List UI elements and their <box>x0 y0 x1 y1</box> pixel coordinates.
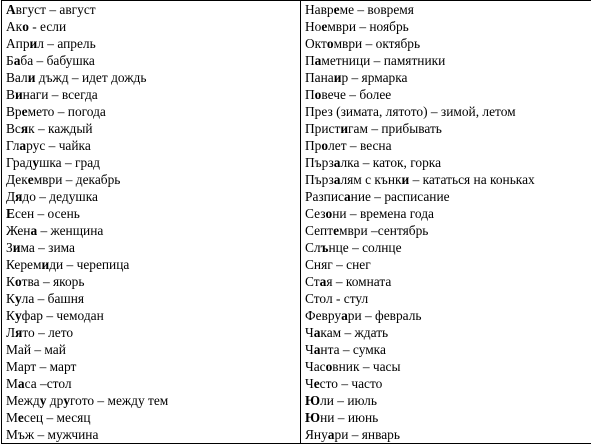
stressed-letter: А <box>6 2 16 17</box>
separator: – <box>36 376 47 391</box>
russian-translation: каждый <box>48 121 93 136</box>
bulgarian-word: Сезони <box>305 206 347 221</box>
vocab-entry <box>305 18 591 35</box>
bulgarian-word: Куфар <box>6 308 43 323</box>
bulgarian-word: Паметници <box>305 53 371 68</box>
stressed-letter: е <box>333 2 340 17</box>
bulgarian-word: Баба <box>6 53 34 68</box>
separator: – <box>62 172 76 187</box>
russian-translation: ноябрь <box>369 19 409 34</box>
russian-translation: вовремя <box>367 2 414 17</box>
stressed-letter: и <box>12 240 21 255</box>
russian-translation: осень <box>47 206 80 221</box>
separator: – <box>34 325 49 340</box>
separator: – <box>367 223 378 238</box>
stressed-letter: а <box>333 155 341 170</box>
stressed-letter: а <box>314 53 322 68</box>
bulgarian-word: Кула <box>6 291 35 306</box>
separator: – <box>34 206 48 221</box>
stressed-letter: е <box>333 223 340 238</box>
stressed-letter: и <box>27 70 36 85</box>
russian-translation: зимой, летом <box>440 104 516 119</box>
vocab-entry <box>6 171 300 188</box>
bulgarian-word: Август <box>6 2 46 17</box>
separator: - <box>332 291 344 306</box>
stressed-letter: а <box>327 427 335 442</box>
right-column-cell <box>301 1 591 444</box>
separator: – <box>31 342 45 357</box>
separator: – <box>356 19 370 34</box>
vocab-entry <box>6 426 300 443</box>
vocab-entry <box>6 18 300 35</box>
russian-translation: лето <box>48 325 74 340</box>
bulgarian-word: Пързалям с кънки <box>305 172 410 187</box>
bulgarian-word: Навреме <box>305 2 355 17</box>
bulgarian-word: Зима <box>6 240 35 255</box>
russian-translation: времена года <box>359 206 434 221</box>
separator: – <box>94 393 108 408</box>
russian-translation: август <box>59 2 96 17</box>
stressed-letter: е <box>27 172 34 187</box>
russian-translation: январь <box>361 427 400 442</box>
russian-translation: снег <box>346 257 371 272</box>
vocab-entry <box>305 409 591 426</box>
separator: – <box>34 427 48 442</box>
separator: – <box>33 53 47 68</box>
stressed-letter: у <box>39 393 47 408</box>
separator: – <box>43 410 57 425</box>
bulgarian-word: Ако <box>6 19 29 34</box>
stressed-letter: а <box>17 376 25 391</box>
left-column-cell <box>2 1 301 444</box>
bulgarian-word: През (зимата, лятото) <box>305 104 428 119</box>
bulgarian-word: Ноември <box>305 19 356 34</box>
stressed-letter: а <box>319 274 327 289</box>
bulgarian-word: Май <box>6 342 32 357</box>
separator: – <box>348 70 362 85</box>
stressed-letter: и <box>14 87 23 102</box>
russian-translation: каток, горка <box>372 155 442 170</box>
separator: – <box>332 257 347 272</box>
bulgarian-word: Времето <box>6 104 55 119</box>
russian-translation: всегда <box>61 87 98 102</box>
vocab-entry <box>305 35 591 52</box>
bulgarian-word: Гларус <box>6 138 46 153</box>
russian-translation: мужчина <box>47 427 99 442</box>
bulgarian-word: Есен <box>6 206 35 221</box>
stressed-letter: а <box>341 308 348 323</box>
bulgarian-word: Винаги <box>6 87 49 102</box>
bulgarian-word: Градушка <box>6 155 62 170</box>
russian-translation: май <box>44 342 66 357</box>
russian-translation: идет дождь <box>81 70 147 85</box>
vocab-entry <box>305 103 591 120</box>
separator: – <box>37 223 51 238</box>
vocab-entry <box>6 273 300 290</box>
stressed-letter: и <box>401 172 410 187</box>
stressed-letter: а <box>343 189 351 204</box>
russian-translation: памятники <box>383 53 446 68</box>
separator: – <box>345 87 360 102</box>
separator: – <box>348 427 362 442</box>
stressed-letter: у <box>14 308 22 323</box>
separator: – <box>409 172 423 187</box>
stressed-letter: е <box>321 19 328 34</box>
separator: – <box>54 104 68 119</box>
bulgarian-word: Стол <box>305 291 333 306</box>
bulgarian-word: Повече <box>305 87 346 102</box>
separator: – <box>42 308 57 323</box>
russian-translation: женщина <box>50 223 104 238</box>
separator: – <box>68 70 82 85</box>
separator: – <box>45 138 59 153</box>
separator: – <box>367 121 382 136</box>
separator: – <box>359 359 373 374</box>
separator: – <box>354 2 368 17</box>
bulgarian-word: Панаир <box>305 70 349 85</box>
bulgarian-word: Пристигам <box>305 121 368 136</box>
bulgarian-word: Често <box>305 376 338 391</box>
stressed-letter: о <box>325 359 333 374</box>
stressed-letter: Ю <box>305 393 321 408</box>
russian-translation: часы <box>372 359 401 374</box>
vocab-entry <box>305 86 591 103</box>
bulgarian-word: Юни <box>305 410 335 425</box>
stressed-letter: а <box>333 172 341 187</box>
bulgarian-word: Лято <box>6 325 35 340</box>
stressed-letter: а <box>30 223 38 238</box>
bulgarian-word: Април <box>6 36 44 51</box>
vocab-entry <box>6 392 300 409</box>
stressed-letter: о <box>314 87 322 102</box>
russian-translation: сентябрь <box>377 223 429 238</box>
russian-translation: стол <box>46 376 72 391</box>
vocab-entry <box>6 137 300 154</box>
vocab-entry <box>305 120 591 137</box>
separator: – <box>34 240 49 255</box>
russian-translation: чайка <box>58 138 91 153</box>
russian-translation: зима <box>48 240 75 255</box>
bulgarian-word: Сняг <box>305 257 333 272</box>
stressed-letter: Е <box>6 206 15 221</box>
vocab-entry <box>305 188 591 205</box>
vocab-entry <box>6 35 300 52</box>
separator: – <box>346 206 360 221</box>
bulgarian-word: Слънце <box>305 240 349 255</box>
bulgarian-word: Дядо <box>6 189 36 204</box>
bulgarian-word: Пролет <box>305 138 347 153</box>
stressed-letter: е <box>313 376 320 391</box>
stressed-letter: я <box>15 325 23 340</box>
russian-translation: башня <box>47 291 85 306</box>
stressed-letter: я <box>15 189 23 204</box>
separator: – <box>35 189 50 204</box>
bulgarian-word: Вали дъжд <box>6 70 69 85</box>
stressed-letter: а <box>19 138 27 153</box>
russian-translation: месяц <box>56 410 91 425</box>
stressed-letter: и <box>333 70 342 85</box>
bulgarian-word: Пързалка <box>305 155 360 170</box>
stressed-letter: и <box>41 257 50 272</box>
separator: – <box>348 240 363 255</box>
separator: – <box>346 138 360 153</box>
vocab-entry <box>305 341 591 358</box>
separator: – <box>427 104 441 119</box>
vocab-entry <box>305 426 591 443</box>
vocab-entry <box>305 324 591 341</box>
separator: – <box>359 155 373 170</box>
russian-translation: ярмарка <box>361 70 408 85</box>
stressed-letter: о <box>321 138 329 153</box>
vocab-entry <box>6 375 300 392</box>
separator: – <box>39 274 53 289</box>
vocab-entry <box>305 1 591 18</box>
russian-translation: бабушка <box>46 53 95 68</box>
stressed-letter: у <box>14 291 22 306</box>
stressed-letter: а <box>13 53 21 68</box>
stressed-letter: о <box>326 36 334 51</box>
stressed-letter: о <box>14 274 22 289</box>
vocab-entry <box>6 358 300 375</box>
russian-translation: если <box>40 19 67 34</box>
russian-translation: более <box>359 87 392 102</box>
separator: – <box>333 393 348 408</box>
bulgarian-word: Декември <box>6 172 63 187</box>
russian-translation: март <box>49 359 77 374</box>
separator: – <box>337 376 352 391</box>
vocab-entry <box>6 409 300 426</box>
vocab-entry <box>6 239 300 256</box>
vocab-entry <box>305 137 591 154</box>
bulgarian-word: Разписание <box>305 189 371 204</box>
vocab-entry <box>305 69 591 86</box>
vocab-entry <box>305 307 591 324</box>
separator: - <box>28 19 41 34</box>
vocab-entry <box>305 358 591 375</box>
separator: – <box>34 291 48 306</box>
bulgarian-word: Септември <box>305 223 368 238</box>
russian-translation: весна <box>359 138 392 153</box>
vocab-entry <box>305 290 591 307</box>
vocab-entry <box>305 256 591 273</box>
russian-translation: прибывать <box>381 121 442 136</box>
separator: – <box>43 36 58 51</box>
bulgarian-word: Юли <box>305 393 334 408</box>
separator: – <box>45 2 60 17</box>
vocab-entry <box>6 52 300 69</box>
bulgarian-word: Чакам <box>305 325 342 340</box>
russian-translation: декабрь <box>75 172 121 187</box>
stressed-letter: и <box>340 121 349 136</box>
bulgarian-word: Октомври <box>305 36 363 51</box>
vocab-entry <box>6 188 300 205</box>
bulgarian-word: Мъж <box>6 427 35 442</box>
vocab-entry <box>6 120 300 137</box>
vocab-entry <box>6 205 300 222</box>
bulgarian-word: Маса <box>6 376 37 391</box>
separator: – <box>370 53 384 68</box>
bulgarian-word: Между другото <box>6 393 95 408</box>
separator: – <box>36 359 50 374</box>
stressed-letter: и <box>29 36 38 51</box>
vocab-entry <box>6 69 300 86</box>
vocab-entry <box>305 375 591 392</box>
vocab-entry <box>305 154 591 171</box>
stressed-letter: я <box>20 121 29 136</box>
stressed-letter: Ю <box>305 410 321 425</box>
vocab-entry <box>305 171 591 188</box>
russian-translation: комната <box>345 274 392 289</box>
vocab-entry <box>6 256 300 273</box>
bulgarian-word: Жена <box>6 223 38 238</box>
russian-translation: расписание <box>384 189 450 204</box>
separator: – <box>341 325 355 340</box>
bulgarian-word: Котва <box>6 274 40 289</box>
stressed-letter: ъ <box>320 240 329 255</box>
table-row <box>2 1 591 444</box>
stressed-letter: е <box>17 410 24 425</box>
separator: – <box>334 410 348 425</box>
russian-translation: февраль <box>375 308 422 323</box>
stressed-letter: а <box>313 342 321 357</box>
vocab-entry <box>6 1 300 18</box>
russian-translation: часто <box>351 376 383 391</box>
russian-translation: черепица <box>76 257 130 272</box>
stressed-letter: а <box>313 325 321 340</box>
stressed-letter: у <box>63 393 71 408</box>
separator: – <box>362 36 376 51</box>
russian-translation: стул <box>343 291 369 306</box>
russian-translation: солнце <box>362 240 402 255</box>
bulgarian-word: Стая <box>305 274 333 289</box>
russian-translation: якорь <box>52 274 85 289</box>
vocab-entry <box>305 222 591 239</box>
russian-translation: град <box>75 155 100 170</box>
vocab-entry <box>6 324 300 341</box>
russian-translation: погода <box>67 104 106 119</box>
separator: – <box>332 274 346 289</box>
russian-translation: июнь <box>347 410 379 425</box>
russian-translation: дедушка <box>49 189 98 204</box>
stressed-letter: у <box>32 155 40 170</box>
stressed-letter: о <box>22 19 29 34</box>
russian-translation: чемодан <box>56 308 104 323</box>
separator: – <box>61 155 76 170</box>
stressed-letter: е <box>21 104 28 119</box>
vocab-entry <box>6 307 300 324</box>
separator: – <box>63 257 77 272</box>
vocab-entry <box>6 222 300 239</box>
vocab-entry <box>6 103 300 120</box>
separator: – <box>370 189 385 204</box>
vocab-entry <box>6 86 300 103</box>
separator: – <box>48 87 62 102</box>
bulgarian-word: Февруари <box>305 308 362 323</box>
vocab-entry <box>6 154 300 171</box>
russian-translation: октябрь <box>375 36 421 51</box>
vocab-entry <box>305 392 591 409</box>
separator: – <box>361 308 376 323</box>
vocab-entry <box>6 341 300 358</box>
russian-translation: кататься на коньках <box>422 172 535 187</box>
vocab-entry <box>305 273 591 290</box>
bulgarian-word: Януари <box>305 427 349 442</box>
vocab-entry <box>6 290 300 307</box>
russian-translation: сумка <box>352 342 386 357</box>
russian-translation: апрель <box>57 36 96 51</box>
russian-translation: ждать <box>354 325 389 340</box>
vocab-entry <box>305 239 591 256</box>
russian-translation: июль <box>347 393 377 408</box>
bulgarian-word: Март <box>6 359 37 374</box>
vocab-entry <box>305 52 591 69</box>
separator: – <box>339 342 353 357</box>
stressed-letter: о <box>325 206 333 221</box>
bulgarian-word: Месец <box>6 410 44 425</box>
separator: – <box>34 121 49 136</box>
bulgarian-word: Керемиди <box>6 257 64 272</box>
bulgarian-word: Всяк <box>6 121 35 136</box>
vocabulary-table <box>1 0 591 444</box>
russian-translation: между тем <box>107 393 169 408</box>
vocab-entry <box>305 205 591 222</box>
bulgarian-word: Часовник <box>305 359 360 374</box>
bulgarian-word: Чанта <box>305 342 340 357</box>
